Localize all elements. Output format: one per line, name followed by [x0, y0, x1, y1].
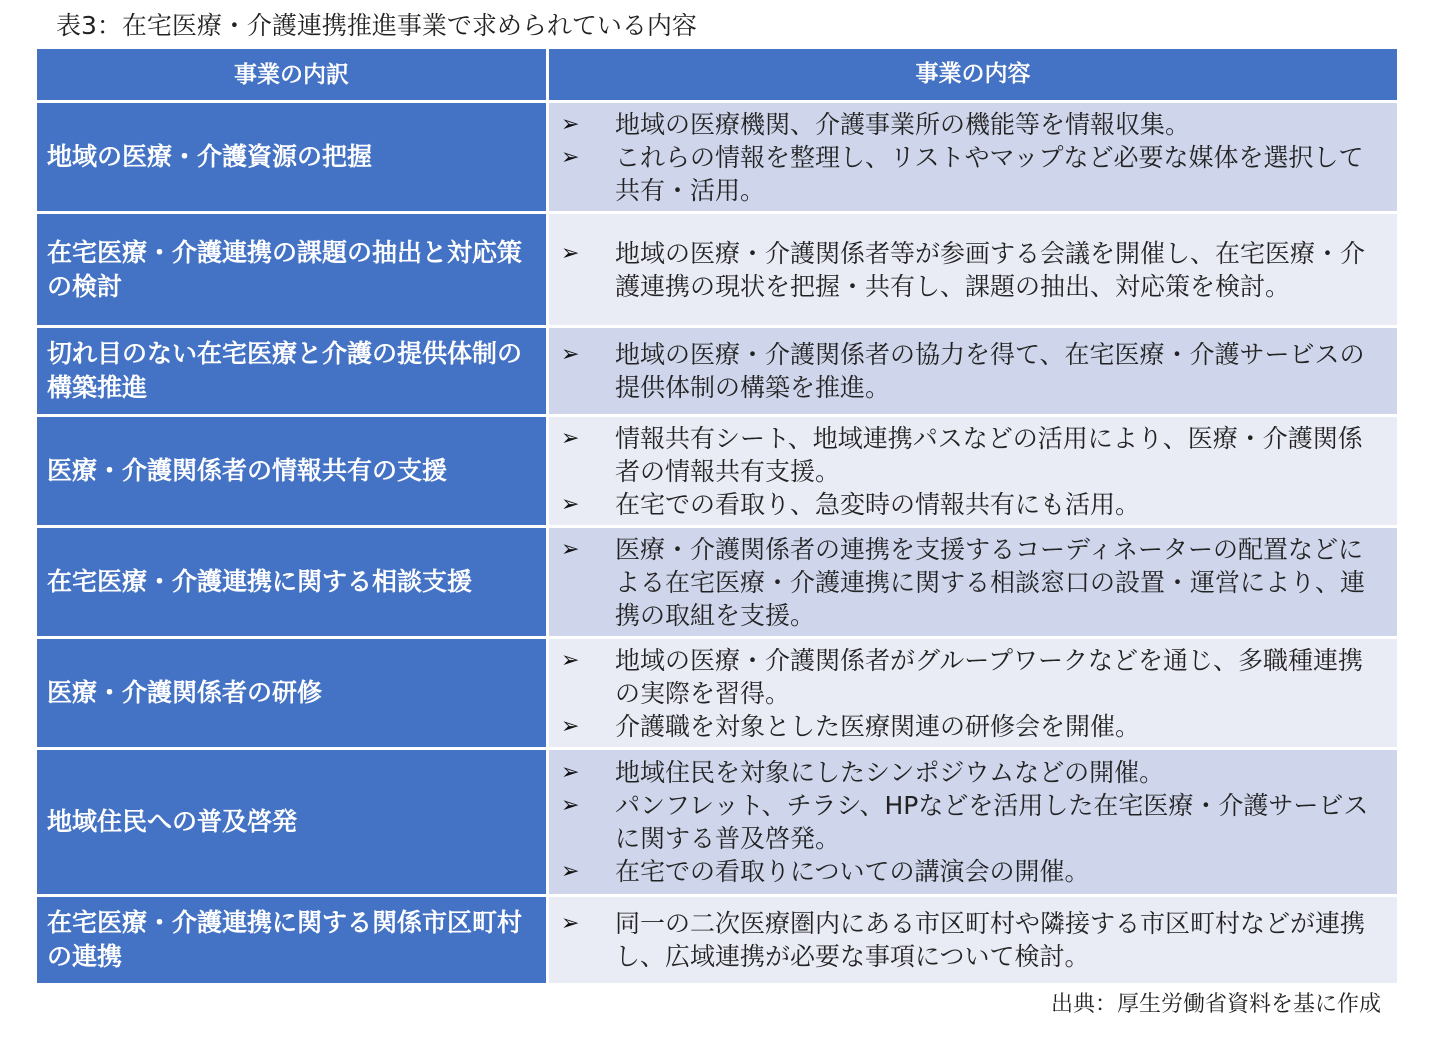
- row-category: 在宅医療・介護連携に関する相談支援: [37, 528, 546, 636]
- table-row: [37, 528, 1397, 636]
- list-item: [561, 338, 1385, 404]
- item-text: これらの情報を整理し、リストやマップなど必要な媒体を選択して共有・活用。: [615, 142, 1364, 205]
- arrow-bullet-icon: ➢: [561, 111, 580, 137]
- arrow-bullet-icon: ➢: [561, 491, 580, 517]
- table-row: [37, 103, 1397, 211]
- table-row: [37, 897, 1397, 983]
- arrow-bullet-icon: ➢: [561, 144, 580, 170]
- row-content: [549, 214, 1397, 325]
- arrow-bullet-icon: ➢: [561, 425, 580, 451]
- table-row: [37, 328, 1397, 414]
- arrow-bullet-icon: ➢: [561, 760, 580, 785]
- arrow-bullet-icon: ➢: [561, 713, 580, 739]
- row-category: 在宅医療・介護連携に関する関係市区町村の連携: [37, 897, 546, 983]
- row-content: [549, 750, 1397, 894]
- list-item: [561, 533, 1385, 632]
- table-header-row: [37, 49, 1397, 100]
- list-item: [561, 488, 1385, 521]
- arrow-bullet-icon: ➢: [561, 793, 580, 818]
- item-text: 在宅での看取りについての講演会の開催。: [615, 857, 1090, 886]
- arrow-bullet-icon: ➢: [561, 859, 580, 884]
- item-text: 情報共有シート、地域連携パスなどの活用により、医療・介護関係者の情報共有支援。: [615, 423, 1363, 486]
- item-text: 地域の医療機関、介護事業所の機能等を情報収集。: [615, 109, 1191, 139]
- table-body: [37, 103, 1397, 983]
- header-category: 事業の内訳: [37, 49, 546, 100]
- arrow-bullet-icon: ➢: [561, 342, 580, 367]
- table-row: [37, 417, 1397, 525]
- item-text: 地域住民を対象にしたシンポジウムなどの開催。: [615, 758, 1165, 787]
- row-category: 切れ目のない在宅医療と介護の提供体制の構築推進: [37, 328, 546, 414]
- arrow-bullet-icon: ➢: [561, 240, 580, 266]
- row-category: 医療・介護関係者の研修: [37, 639, 546, 747]
- list-item: [561, 141, 1385, 207]
- row-content: [549, 417, 1397, 525]
- item-text: 地域の医療・介護関係者がグループワークなどを通じ、多職種連携の実際を習得。: [615, 645, 1364, 708]
- list-item: [561, 789, 1385, 855]
- table-row: [37, 750, 1397, 894]
- row-category: 医療・介護関係者の情報共有の支援: [37, 417, 546, 525]
- list-item: [561, 855, 1385, 888]
- list-item: [561, 710, 1385, 743]
- item-text: パンフレット、チラシ、HPなどを活用した在宅医療・介護サービスに関する普及啓発。: [615, 791, 1369, 853]
- table-row: [37, 639, 1397, 747]
- list-item: [561, 237, 1385, 303]
- row-category: 在宅医療・介護連携の課題の抽出と対応策の検討: [37, 214, 546, 325]
- row-category: 地域の医療・介護資源の把握: [37, 103, 546, 211]
- item-text: 在宅での看取り、急変時の情報共有にも活用。: [615, 489, 1141, 519]
- table-caption: 表3：在宅医療・介護連携推進事業で求められている内容: [56, 11, 697, 40]
- list-item: [561, 907, 1385, 973]
- list-item: [561, 756, 1385, 789]
- row-content: [549, 528, 1397, 636]
- content-table: [37, 49, 1397, 986]
- row-category: 地域住民への普及啓発: [37, 750, 546, 894]
- arrow-bullet-icon: ➢: [561, 536, 580, 562]
- row-content: [549, 328, 1397, 414]
- item-text: 医療・介護関係者の連携を支援するコーディネーターの配置などによる在宅医療・介護連携に関する相談窓口の設置・運営により、連携の取組を支援。: [615, 534, 1366, 630]
- arrow-bullet-icon: ➢: [561, 911, 580, 936]
- row-content: [549, 103, 1397, 211]
- list-item: [561, 422, 1385, 488]
- arrow-bullet-icon: ➢: [561, 647, 580, 673]
- source-note: 出典：厚生労働省資料を基に作成: [1050, 992, 1381, 1017]
- row-content: [549, 897, 1397, 983]
- item-text: 介護職を対象とした医療関連の研修会を開催。: [615, 711, 1141, 741]
- list-item: [561, 644, 1385, 710]
- table-row: [37, 214, 1397, 325]
- header-content: 事業の内容: [549, 49, 1397, 100]
- row-content: [549, 639, 1397, 747]
- item-text: 地域の医療・介護関係者等が参画する会議を開催し、在宅医療・介護連携の現状を把握・共有し、課題の抽出、対応策を検討。: [615, 238, 1366, 301]
- item-text: 地域の医療・介護関係者の協力を得て、在宅医療・介護サービスの提供体制の構築を推進。: [615, 340, 1365, 402]
- list-item: [561, 108, 1385, 141]
- item-text: 同一の二次医療圏内にある市区町村や隣接する市区町村などが連携し、広域連携が必要な事項について検討。: [615, 909, 1366, 971]
